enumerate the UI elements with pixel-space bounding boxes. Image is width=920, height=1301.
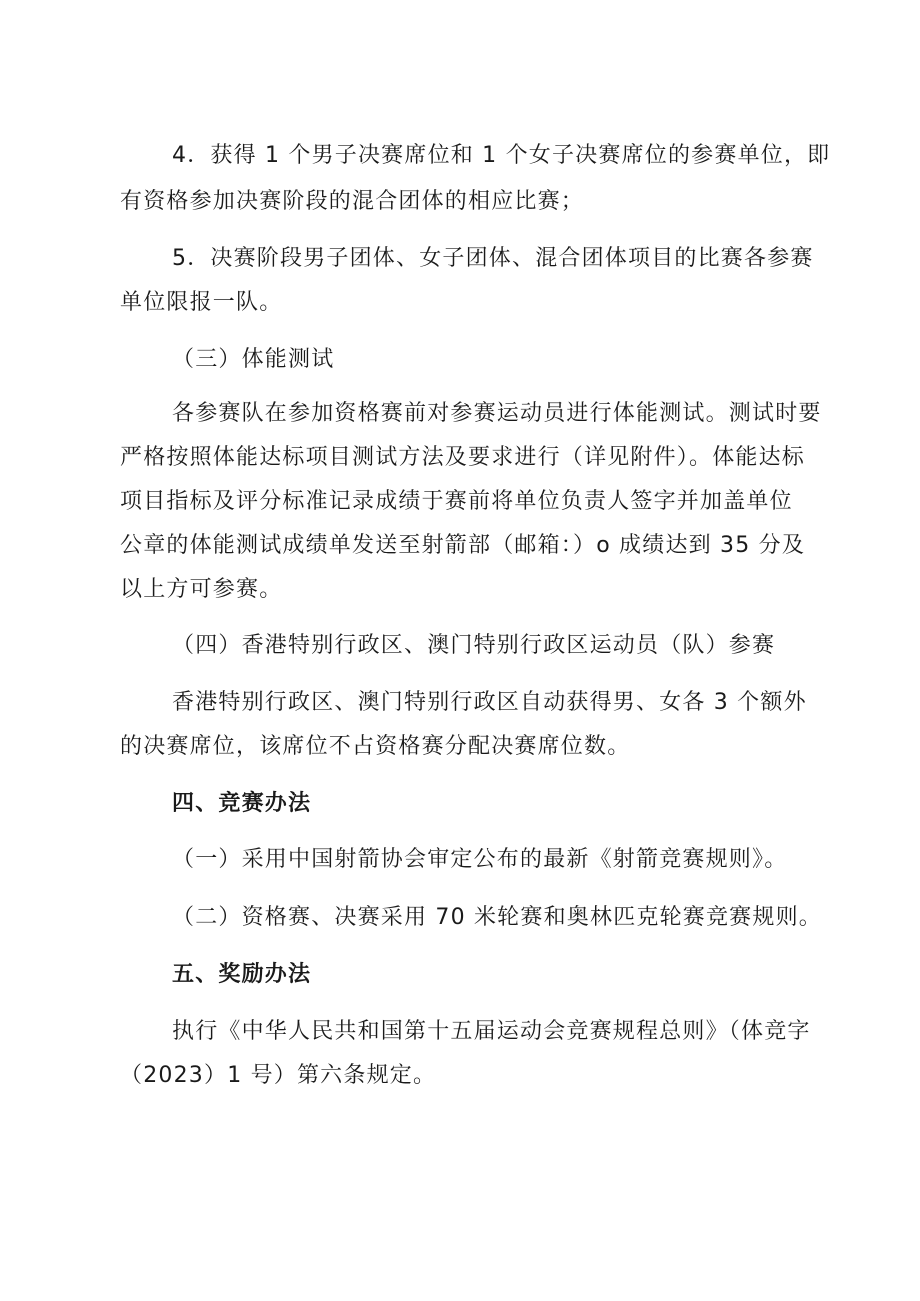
section-heading-competition-method: 四、竞赛办法 [172, 791, 312, 816]
subheading-fitness-test: （三）体能测试 [172, 347, 335, 372]
competition-rule-1: （一）采用中国射箭协会审定公布的最新《射箭竞赛规则》。 [172, 847, 788, 872]
competition-rule-2: （二）资格赛、决赛采用 70 米轮赛和奥林匹克轮赛竞赛规则。 [172, 905, 822, 930]
item-4-line-1: 4．获得 1 个男子决赛席位和 1 个女子决赛席位的参赛单位，即 [172, 143, 831, 168]
fitness-para-line-4: 公章的体能测试成绩单发送至射箭部（邮箱：）o 成绩达到 35 分及 [120, 533, 806, 558]
hk-macao-para-line-2: 的决赛席位，该席位不占资格赛分配决赛席位数。 [120, 734, 631, 759]
hk-macao-para-line-1: 香港特别行政区、澳门特别行政区自动获得男、女各 3 个额外 [172, 690, 807, 715]
item-4-line-2: 有资格参加决赛阶段的混合团体的相应比赛； [120, 189, 585, 214]
subheading-hk-macao: （四）香港特别行政区、澳门特别行政区运动员（队）参赛 [172, 633, 776, 658]
reward-para-line-1: 执行《中华人民共和国第十五届运动会竞赛规程总则》（体竞字 [172, 1019, 811, 1044]
fitness-para-line-3: 项目指标及评分标准记录成绩于赛前将单位负责人签字并加盖单位 [120, 489, 793, 514]
item-5-line-2: 单位限报一队。 [120, 290, 283, 315]
fitness-para-line-2: 严格按照体能达标项目测试方法及要求进行（详见附件）。体能达标 [120, 445, 806, 470]
fitness-para-line-5: 以上方可参赛。 [120, 577, 283, 602]
section-heading-reward-method: 五、奖励办法 [172, 962, 312, 987]
reward-para-line-2: （2023）1 号）第六条规定。 [120, 1063, 437, 1088]
fitness-para-line-1: 各参赛队在参加资格赛前对参赛运动员进行体能测试。测试时要 [172, 401, 822, 426]
item-5-line-1: 5．决赛阶段男子团体、女子团体、混合团体项目的比赛各参赛 [172, 246, 814, 271]
